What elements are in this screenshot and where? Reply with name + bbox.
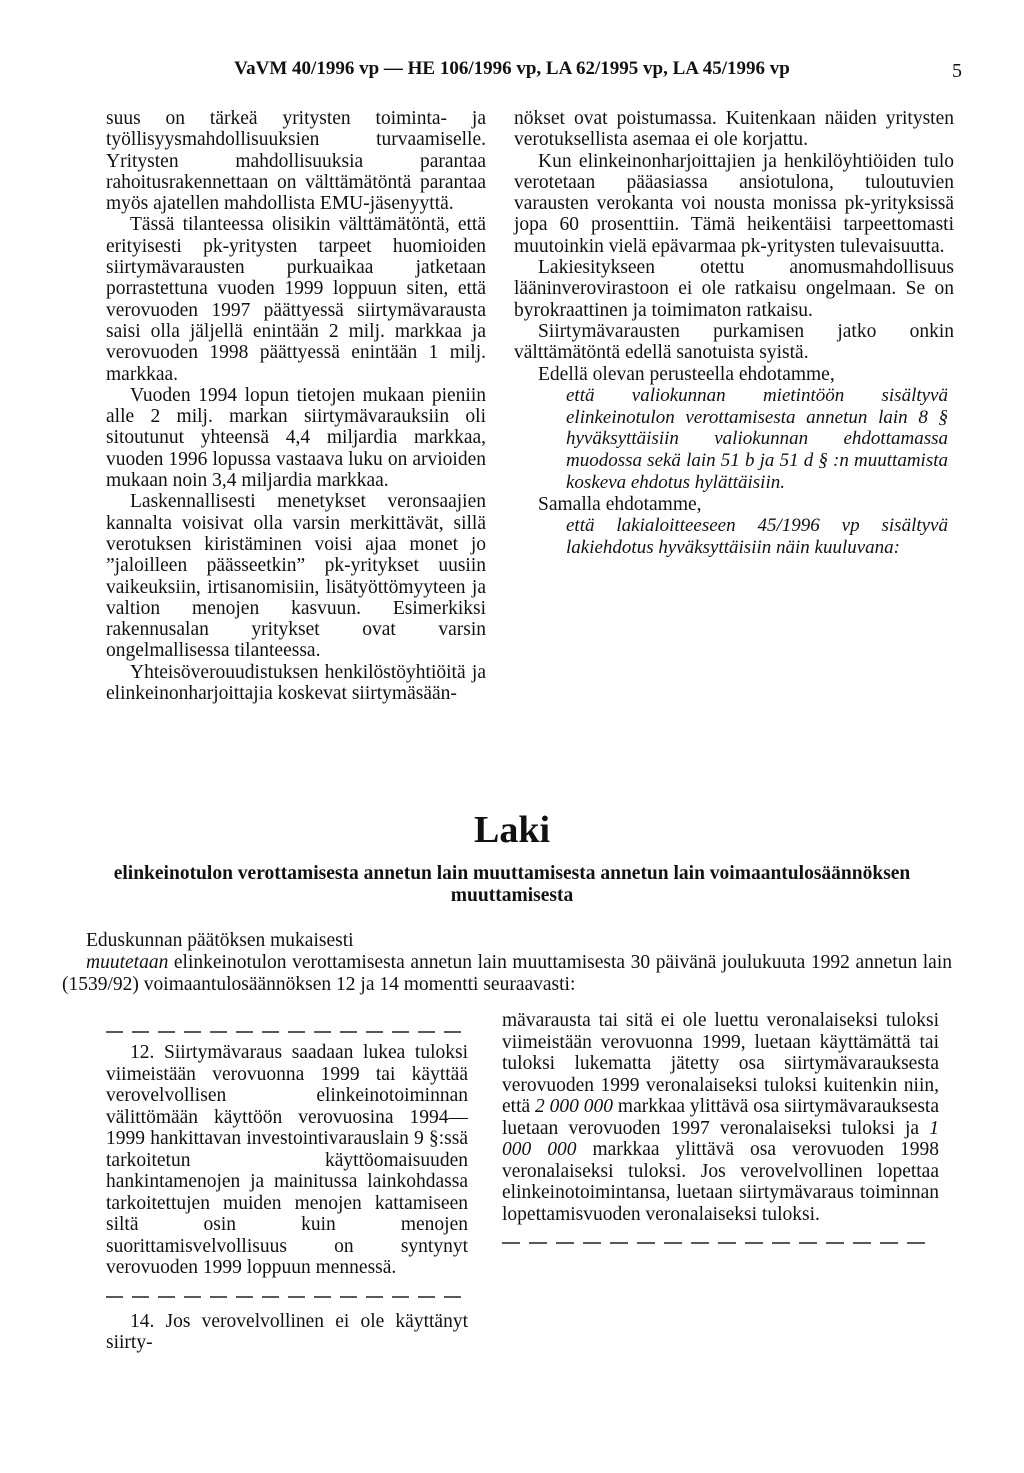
omission-divider	[106, 1283, 468, 1305]
amount: 2 000 000	[535, 1096, 614, 1117]
paragraph: nökset ovat poistumassa. Kuitenkaan näiden yritysten verotuksellista asemaa ei ole korjattu.	[514, 108, 954, 151]
amount: 1 000 000	[502, 1117, 939, 1160]
dashed-line	[106, 1283, 468, 1305]
header-title: VaVM 40/1996 vp — HE 106/1996 vp, LA 62/1995 vp, LA 45/1996 vp	[234, 58, 790, 79]
proposal-text: että lakialoitteeseen 45/1996 vp sisältyvä lakiehdotus hyväksyttäisiin näin kuuluvana:	[566, 515, 948, 558]
paragraph: Vuoden 1994 lopun tietojen mukaan pieniin alle 2 milj. markan siirtymävarauksiin oli sitoutunut yhteensä 4,4 miljardia markkaa, vuoden 1996 lopussa vastaava luku on arvioiden mukaan noin 3,4 miljardia markkaa.	[106, 384, 486, 492]
paragraph: Yhteisöverouudistuksen henkilöstöyhtiöitä ja elinkeinonharjoittajia koskevat siirtymäsään-	[106, 661, 486, 705]
left-column	[106, 108, 486, 704]
page-number: 5	[952, 60, 962, 82]
enactment-line: Eduskunnan päätöksen mukaisesti	[86, 930, 354, 951]
law-right-column	[502, 1010, 939, 1257]
text-part: markkaa ylittävä osa siirtymävarauksesta luetaan verovuoden 1997 veronalaiseksi tuloksi ja	[502, 1096, 939, 1139]
omission-divider	[106, 1014, 468, 1036]
dashed-line	[106, 1014, 468, 1036]
moment-14-continued	[502, 1010, 939, 1225]
paragraph: Siirtymävarausten purkamisen jatko onkin välttämätöntä edellä sanotuista syistä.	[514, 320, 954, 364]
text-part: mävarausta tai sitä ei ole luettu veronalaiseksi tuloksi viimeistään verovuonna 1999, luetaan käyttämättä tai tuloksi lukematta jätetty osa siirtymävarauksesta verovuoden 1999 veronalaiseksi tuloksi kuitenkin niin, että	[502, 1010, 939, 1117]
enactment-clause	[62, 930, 952, 996]
paragraph: suus on tärkeä yritysten toiminta- ja työllisyysmahdollisuuksien turvaamiselle. Yritysten mahdollisuuksia parantaa rahoitusrakennettaan on välttämätöntä parantaa myös ajatellen mahdollista EMU-jäsenyyttä.	[106, 108, 486, 215]
paragraph: Laskennallisesti menetykset veronsaajien kannalta voisivat olla varsin merkittävät, sillä verotuksen kiristäminen voisi ajaa monet jo ”jaloilleen päässeetkin” pk-yritykset uusiin vaikeuksiin, irtisanomisiin, lisätyöttömyyteen ja valtion menojen kasvuun. Esimerkiksi rakennusalan yritykset ovat varsin ongelmallisessa tilanteessa.	[106, 491, 486, 662]
moment-12: 12. Siirtymävaraus saadaan lukea tuloksi viimeistään verovuonna 1999 tai käyttää verovelvollisen elinkeinotoiminnan välittömään käyttöön verovuosina 1994—1999 hankittavan investointivarauslain 9 §:ssä tarkoitetun käyttöomaisuuden hankintamenojen ja mainitussa lainkohdassa tarkoitettujen muiden menojen kattamiseen siltä osin kuin menojen suorittamisvelvollisuus on syntynyt verovuoden 1999 loppuun mennessä.	[106, 1042, 468, 1278]
dashed-line	[502, 1229, 939, 1251]
omission-divider	[502, 1229, 939, 1251]
law-subtitle: elinkeinotulon verottamisesta annetun lain muuttamisesta annetun lain voimaantulosäännöksen muuttamisesta	[113, 863, 911, 906]
right-column	[514, 108, 954, 559]
amendment-sentence	[62, 952, 952, 996]
amend-word: muutetaan	[86, 952, 169, 973]
law-title: Laki	[473, 809, 551, 851]
amend-text: elinkeinotulon verottamisesta annetun lain muuttamisesta 30 päivänä joulukuuta 1992 annetun lain (1539/92) voimaantulosäännöksen 12 ja 14 momentti seuraavasti:	[62, 952, 952, 995]
paragraph: Edellä olevan perusteella ehdotamme,	[538, 363, 835, 385]
law-left-column	[106, 1010, 468, 1354]
paragraph: Lakiesitykseen otettu anomusmahdollisuus lääninverovirastoon ei ole ratkaisu ongelmaan. Se on byrokraattinen ja toimimaton ratkaisu.	[514, 257, 954, 321]
paragraph: Tässä tilanteessa olisikin välttämätöntä, että erityisesti pk-yritysten tarpeet huomioiden siirtymävarausten purkuaikaa jatketaan porrastettuna vuoden 1999 loppuun siten, että verovuoden 1997 päättyessä siirtymävarausta saisi olla jäljellä enintään 2 milj. markkaa ja verovuoden 1998 päättyessä enintään 1 milj. markkaa.	[106, 214, 486, 385]
paragraph: Samalla ehdotamme,	[538, 493, 702, 515]
text-part: markkaa ylittävä osa verovuoden 1998 veronalaiseksi tuloksi. Jos verovelvollinen lopettaa elinkeinotoimintansa, luetaan siirtymävaraus toiminnan lopettamisvuoden veronalaiseksi tuloksi.	[502, 1139, 940, 1225]
moment-14: 14. Jos verovelvollinen ei ole käyttänyt siirty-	[106, 1310, 468, 1353]
page-header	[0, 52, 1024, 92]
paragraph: Kun elinkeinonharjoittajien ja henkilöyhtiöiden tulo verotetaan pääasiassa ansiotulona, tuloutuvien varausten verokanta voi nousta monissa pk-yrityksissä jopa 60 prosenttiin. Tämä heikentäisi tarpeettomasti muutoinkin vielä epävarmaa pk-yritysten tulevaisuutta.	[514, 150, 954, 257]
proposal-text: että valiokunnan mietintöön sisältyvä elinkeinotulon verottamisesta annetun lain 8 § hyväksyttäisiin valiokunnan ehdottamassa muodossa sekä lain 51 b ja 51 d § :n muuttamista koskeva ehdotus hylättäisiin.	[566, 384, 948, 494]
